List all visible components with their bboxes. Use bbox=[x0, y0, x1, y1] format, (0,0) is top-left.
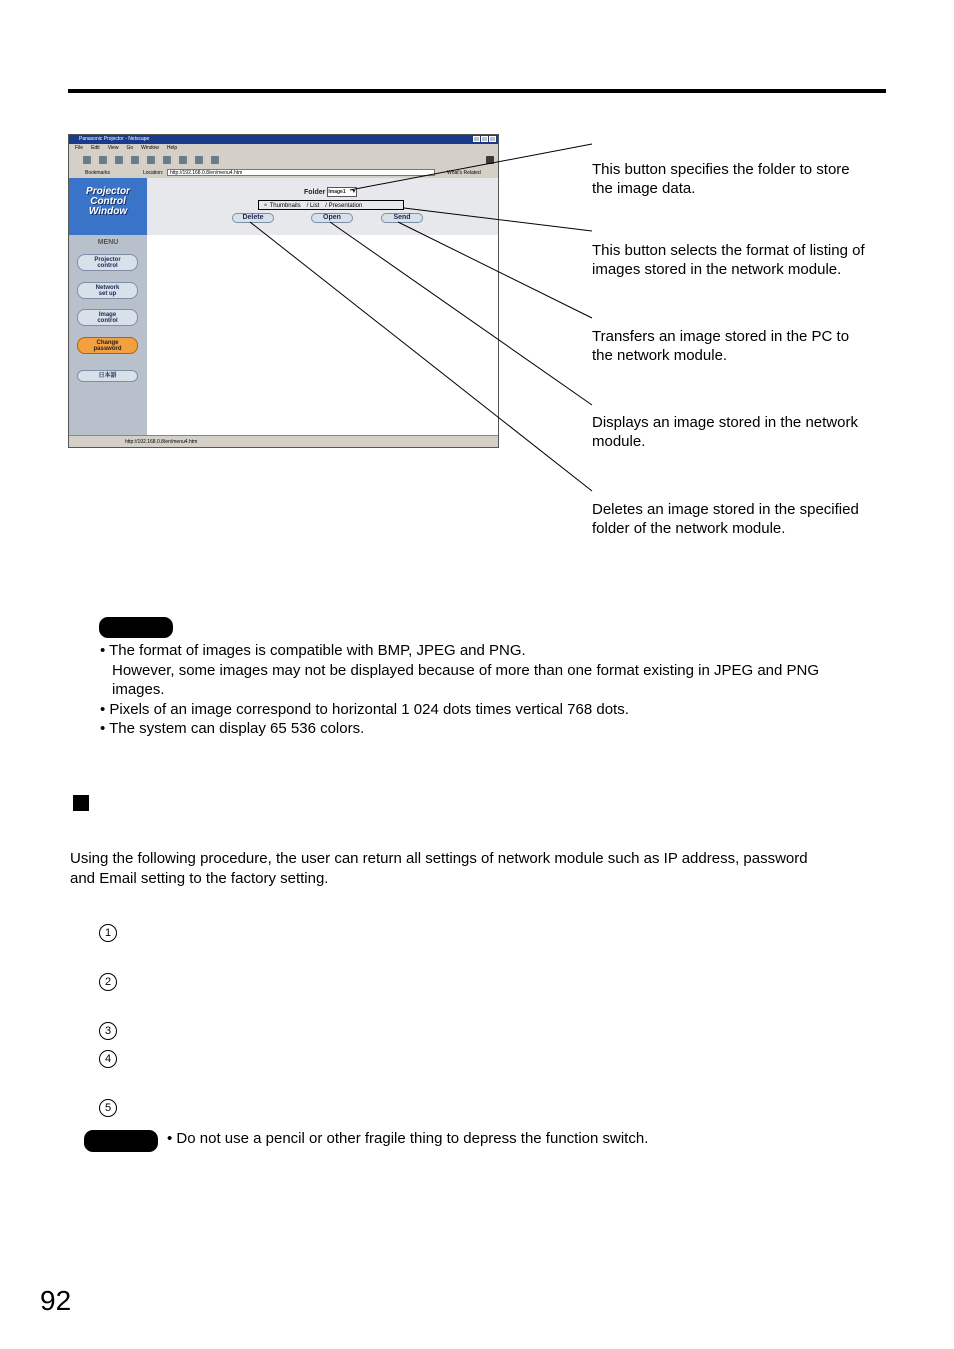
leader-line-send bbox=[398, 222, 592, 318]
menu-window[interactable]: Window bbox=[141, 145, 159, 151]
note-line: • The system can display 65 536 colors. bbox=[100, 720, 365, 737]
callout-line: the image data. bbox=[592, 180, 696, 197]
button-line: 日本語 bbox=[98, 373, 117, 379]
callout-line: module. bbox=[592, 433, 646, 450]
callout-folder bbox=[592, 160, 892, 198]
menu-view[interactable]: View bbox=[107, 145, 119, 151]
callout-line: folder of the network module. bbox=[592, 520, 786, 537]
presentation-option[interactable]: / Presentation bbox=[325, 203, 363, 209]
callout-send bbox=[592, 327, 892, 365]
option-label: Presentation bbox=[328, 203, 363, 209]
section-square-marker bbox=[73, 795, 89, 811]
status-bar: http://192.168.0.8/en/menu4.htm bbox=[69, 435, 498, 447]
logo-line: Projector bbox=[86, 186, 130, 197]
leader-line-format bbox=[404, 208, 592, 231]
folder-label: Folder bbox=[304, 188, 326, 196]
callout-format bbox=[592, 241, 892, 279]
step-number: 1 bbox=[99, 924, 117, 942]
url-input[interactable]: http://192.168.0.8/en/menu4.htm bbox=[167, 169, 435, 176]
logo-line: Window bbox=[88, 206, 128, 217]
thumbnails-option[interactable]: ⚬ Thumbnails bbox=[263, 203, 301, 209]
menu-edit[interactable]: Edit bbox=[91, 145, 100, 151]
note-pencil-warning: • Do not use a pencil or other fragile thing to depress the function switch. bbox=[167, 1130, 649, 1147]
callout-line: Displays an image stored in the network bbox=[592, 414, 858, 431]
callout-line: Deletes an image stored in the specified bbox=[592, 501, 859, 518]
menu-title: MENU bbox=[97, 239, 119, 246]
menu-go[interactable]: Go bbox=[126, 145, 134, 151]
callout-delete bbox=[592, 500, 892, 538]
note-text bbox=[100, 641, 890, 739]
button-line: Change bbox=[96, 339, 119, 346]
menu-help[interactable]: Help bbox=[166, 145, 178, 151]
leader-line-open bbox=[330, 222, 592, 405]
step-4 bbox=[99, 1047, 119, 1067]
whats-related-button[interactable]: What's Related bbox=[447, 170, 481, 176]
procedure-paragraph bbox=[70, 849, 880, 888]
browser-title: Panasonic Projector - Netscape bbox=[79, 136, 150, 142]
callout-line: images stored in the network module. bbox=[592, 261, 842, 278]
step-number: 2 bbox=[99, 973, 117, 991]
button-line: control bbox=[97, 262, 118, 269]
option-label: List bbox=[309, 203, 320, 209]
page-number: 92 bbox=[40, 1285, 72, 1316]
paragraph-line: Using the following procedure, the user can return all settings of network module such as IP address, password bbox=[70, 850, 808, 867]
paragraph-line: and Email setting to the factory setting. bbox=[70, 869, 329, 887]
callout-line: the network module. bbox=[592, 347, 728, 364]
callout-line: Transfers an image stored in the PC to bbox=[592, 328, 850, 345]
logo-line: Control bbox=[90, 196, 126, 207]
note-badge-2 bbox=[84, 1130, 158, 1152]
folder-select[interactable]: Image1 ▾ bbox=[327, 187, 357, 197]
step-1 bbox=[99, 921, 119, 941]
location-label: Location: bbox=[143, 170, 164, 176]
menu-file[interactable]: File bbox=[75, 145, 84, 151]
delete-button[interactable]: Delete bbox=[232, 213, 274, 223]
leader-line-delete bbox=[250, 222, 592, 491]
callout-line: This button specifies the folder to store bbox=[592, 161, 850, 178]
step-number: 5 bbox=[99, 1099, 117, 1117]
note-line: images. bbox=[112, 681, 165, 698]
bookmarks-button[interactable]: Bookmarks bbox=[85, 170, 111, 176]
note-line: • The format of images is compatible with BMP, JPEG and PNG. bbox=[100, 642, 526, 659]
step-2 bbox=[99, 970, 119, 990]
button-line: set up bbox=[98, 290, 117, 297]
step-5 bbox=[99, 1096, 119, 1116]
step-number: 4 bbox=[99, 1050, 117, 1068]
button-line: Network bbox=[95, 284, 120, 291]
callout-open bbox=[592, 413, 892, 451]
button-line: control bbox=[97, 317, 118, 324]
note-line: • Pixels of an image correspond to horizontal 1 024 dots times vertical 768 dots. bbox=[100, 700, 629, 718]
leader-line-folder bbox=[350, 144, 592, 190]
button-line: Projector bbox=[94, 256, 121, 263]
button-line: password bbox=[93, 345, 122, 352]
callout-line: This button selects the format of listing of bbox=[592, 242, 865, 259]
step-3 bbox=[99, 1019, 119, 1039]
send-button[interactable]: Send bbox=[381, 213, 423, 223]
list-option[interactable]: / List bbox=[306, 203, 320, 209]
option-label: Thumbnails bbox=[269, 203, 301, 209]
button-line: Image bbox=[98, 311, 117, 318]
step-number: 3 bbox=[99, 1022, 117, 1040]
note-line: However, some images may not be displayed because of more than one format existing in JPEG and PNG bbox=[112, 661, 820, 679]
note-badge bbox=[99, 617, 173, 638]
open-button[interactable]: Open bbox=[311, 213, 353, 223]
